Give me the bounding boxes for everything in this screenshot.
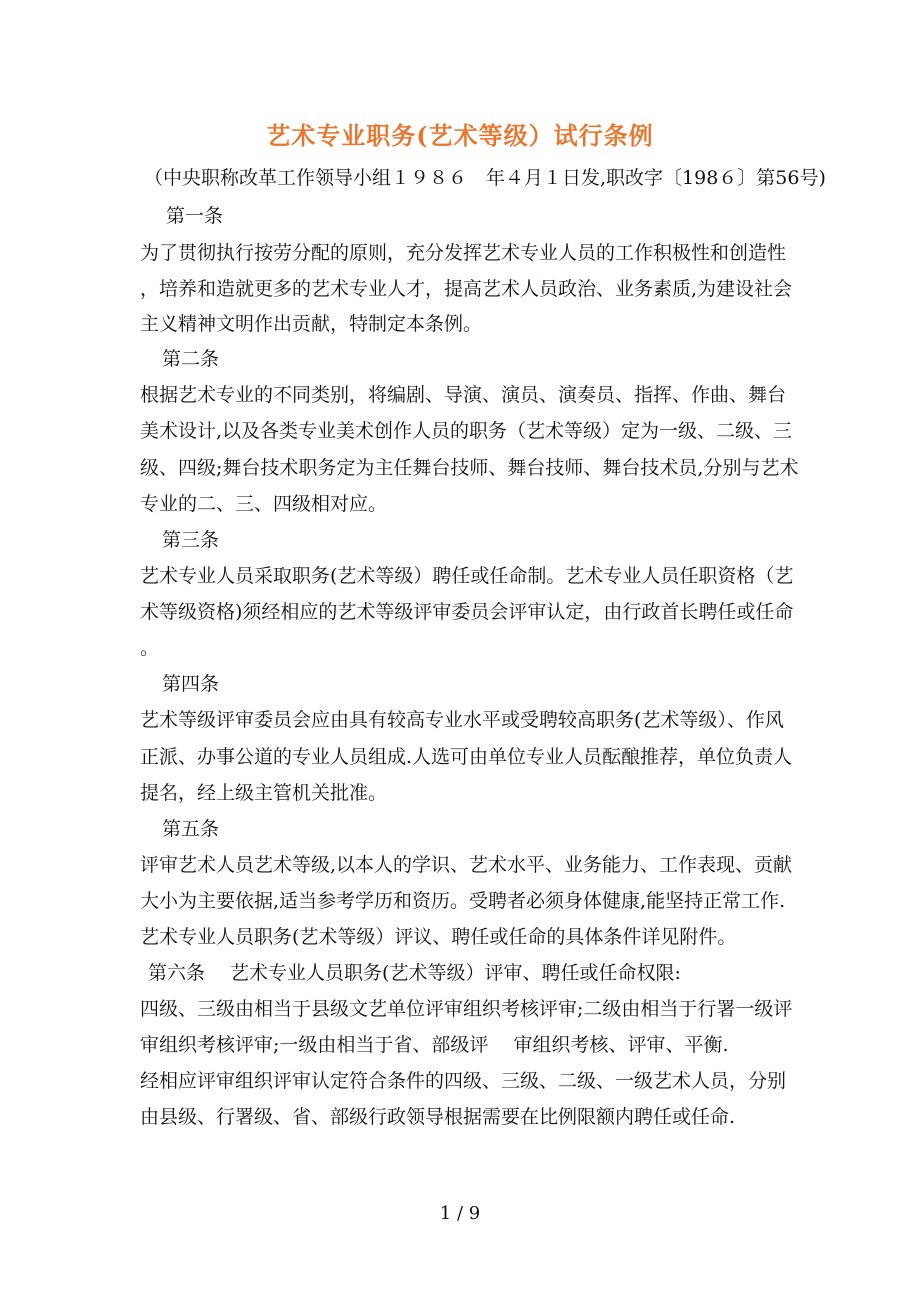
paragraph-line: 经相应评审组织评审认定符合条件的四级、三级、二级、一级艺术人员，分别 — [140, 1070, 787, 1092]
paragraph-line: 艺术专业人员采取职务(艺术等级）聘任或任命制。艺术专业人员任职资格（艺 — [140, 565, 794, 587]
paragraph-line: 由县级、行署级、省、部级行政领导根据需要在比例限额内聘任或任命. — [140, 1106, 736, 1128]
paragraph-line: 美术设计,以及各类专业美术创作人员的职务（艺术等级）定为一级、二级、三 — [140, 420, 793, 442]
paragraph-line: 级、四级;舞台技术职务定为主任舞台技师、舞台技师、舞台技术员,分别与艺术 — [140, 457, 799, 479]
article-heading: 第一条 — [166, 205, 224, 227]
paragraph-line: 正派、办事公道的专业人员组成.人选可由单位专业人员酝酿推荐，单位负责人 — [140, 746, 793, 768]
paragraph-line: 专业的二、三、四级相对应。 — [140, 493, 388, 515]
article-heading: 第二条 — [162, 348, 220, 370]
paragraph-line: 艺术等级评审委员会应由具有较高专业水平或受聘较高职务(艺术等级）、作风 — [140, 709, 784, 731]
paragraph-line: 评审艺术人员艺术等级,以本人的学识、艺术水平、业务能力、工作表现、贡献 — [140, 854, 793, 876]
paragraph-line: 艺术专业人员职务(艺术等级）评议、聘任或任命的具体条件详见附件。 — [140, 926, 737, 948]
paragraph-line: 大小为主要依据,适当参考学历和资历。受聘者必须身体健康,能坚持正常工作. — [140, 890, 786, 912]
paragraph-line: 审组织考核评审;一级由相当于省、部级评 审组织考核、评审、平衡. — [140, 1034, 729, 1056]
article-heading: 第六条 艺术专业人员职务(艺术等级）评审、聘任或任命权限: — [148, 962, 681, 984]
article-heading: 第三条 — [162, 529, 220, 551]
paragraph-line: 四级、三级由相当于县级文艺单位评审组织考核评审;二级由相当于行署一级评 — [140, 998, 793, 1020]
document-subtitle: （中央职称改革工作领导小组１９８６ 年４月１日发,职改字〔198６〕第56号) — [144, 167, 826, 189]
document-title: 艺术专业职务(艺术等级）试行条例 — [266, 121, 654, 150]
paragraph-line: 。 — [140, 637, 160, 659]
page-number: 1 / 9 — [439, 1203, 481, 1224]
paragraph-line: 根据艺术专业的不同类别，将编剧、导演、演员、演奏员、指挥、作曲、舞台 — [140, 384, 787, 406]
article-heading: 第五条 — [162, 818, 220, 840]
paragraph-line: 主义精神文明作出贡献，特制定本条例。 — [140, 313, 483, 335]
paragraph-line: 提名，经上级主管机关批准。 — [140, 782, 388, 804]
paragraph-line: 为了贯彻执行按劳分配的原则，充分发挥艺术专业人员的工作积极性和创造性 — [140, 242, 787, 264]
paragraph-line: ，培养和造就更多的艺术专业人才，提高艺术人员政治、业务素质,为建设社会 — [140, 278, 793, 300]
paragraph-line: 术等级资格)须经相应的艺术等级评审委员会评审认定，由行政首长聘任或任命 — [140, 601, 794, 623]
article-heading: 第四条 — [162, 673, 220, 695]
